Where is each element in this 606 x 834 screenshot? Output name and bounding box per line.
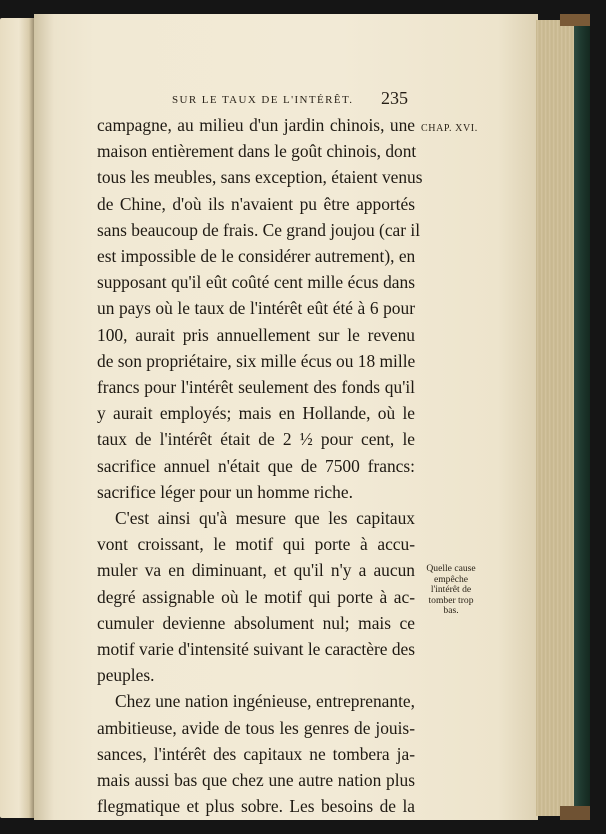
text-line: vont croissant, le motif qui porte à accu- xyxy=(97,534,415,555)
text-line: peuples. xyxy=(97,665,155,686)
text-line: Chez une nation ingénieuse, entreprenante, xyxy=(115,691,415,712)
text-line: 100, aurait pris annuellement sur le revenu xyxy=(97,324,415,345)
text-line: degré assignable où le motif qui porte à ac- xyxy=(97,586,415,607)
text-line: sacrifice léger pour un homme riche. xyxy=(97,481,353,502)
book-cover xyxy=(574,14,590,820)
margin-note-line: bas. xyxy=(443,605,459,617)
text-line: cumuler devienne absolument nul; mais ce xyxy=(97,612,415,633)
text-line: sans beaucoup de frais. Ce grand joujou (car il xyxy=(97,219,421,240)
margin-note-line: empêche xyxy=(433,573,469,585)
text-line: campagne, au milieu d'un jardin chinois, une xyxy=(97,115,415,135)
text-line: ambitieuse, avide de tous les genres de jouis- xyxy=(97,717,415,738)
text-line: motif varie d'intensité suivant le caractère des xyxy=(97,639,415,660)
margin-note-line: Quelle cause xyxy=(426,563,476,574)
text-line: tous les meubles, sans exception, étaient venus xyxy=(97,167,423,188)
text-line: est impossible de le considérer autrement), en xyxy=(97,246,416,267)
margin-note-line: tomber trop xyxy=(428,594,474,606)
text-line: maison entièrement dans le goût chinois, dont xyxy=(97,141,417,162)
cover-corner-bottom xyxy=(560,806,590,820)
page-number: 235 xyxy=(381,88,408,108)
left-page-edge xyxy=(0,18,34,818)
text-line: sances, l'intérêt des capitaux ne tombera ja- xyxy=(97,743,415,764)
text-line: francs pour l'intérêt seulement des fonds qu'il xyxy=(97,377,415,398)
page-edges xyxy=(536,20,576,816)
text-line: muler va en diminuant, et qu'il n'y a aucun xyxy=(97,560,415,581)
margin-note xyxy=(420,564,482,617)
margin-note-line: l'intérêt de xyxy=(430,584,472,596)
text-line: mais aussi bas que chez une autre nation plus xyxy=(97,770,415,791)
text-line: taux de l'intérêt était de 2 ½ pour cent, le xyxy=(97,429,415,450)
margin-chapter: CHAP. XVI. xyxy=(421,123,478,134)
text-line: y aurait employés; mais en Hollande, où le xyxy=(97,403,415,424)
text-line: C'est ainsi qu'à mesure que les capitaux xyxy=(115,508,415,529)
cover-corner-top xyxy=(560,14,590,26)
text-line: supposant qu'il eût coûté cent mille écus dans xyxy=(97,272,415,293)
text-line: un pays où le taux de l'intérêt eût été à 6 pour xyxy=(97,298,415,319)
body-text xyxy=(97,112,423,819)
text-line: flegmatique et plus sobre. Les besoins de la xyxy=(97,796,415,817)
text-line: de Chine, d'où ils n'avaient pu être apportés xyxy=(97,193,415,214)
text-line: de son propriétaire, six mille écus ou 18 mille xyxy=(97,350,416,371)
text-line: sacrifice annuel n'était que de 7500 francs: xyxy=(97,455,415,476)
running-head: SUR LE TAUX DE L'INTÉRÊT. xyxy=(172,94,354,106)
